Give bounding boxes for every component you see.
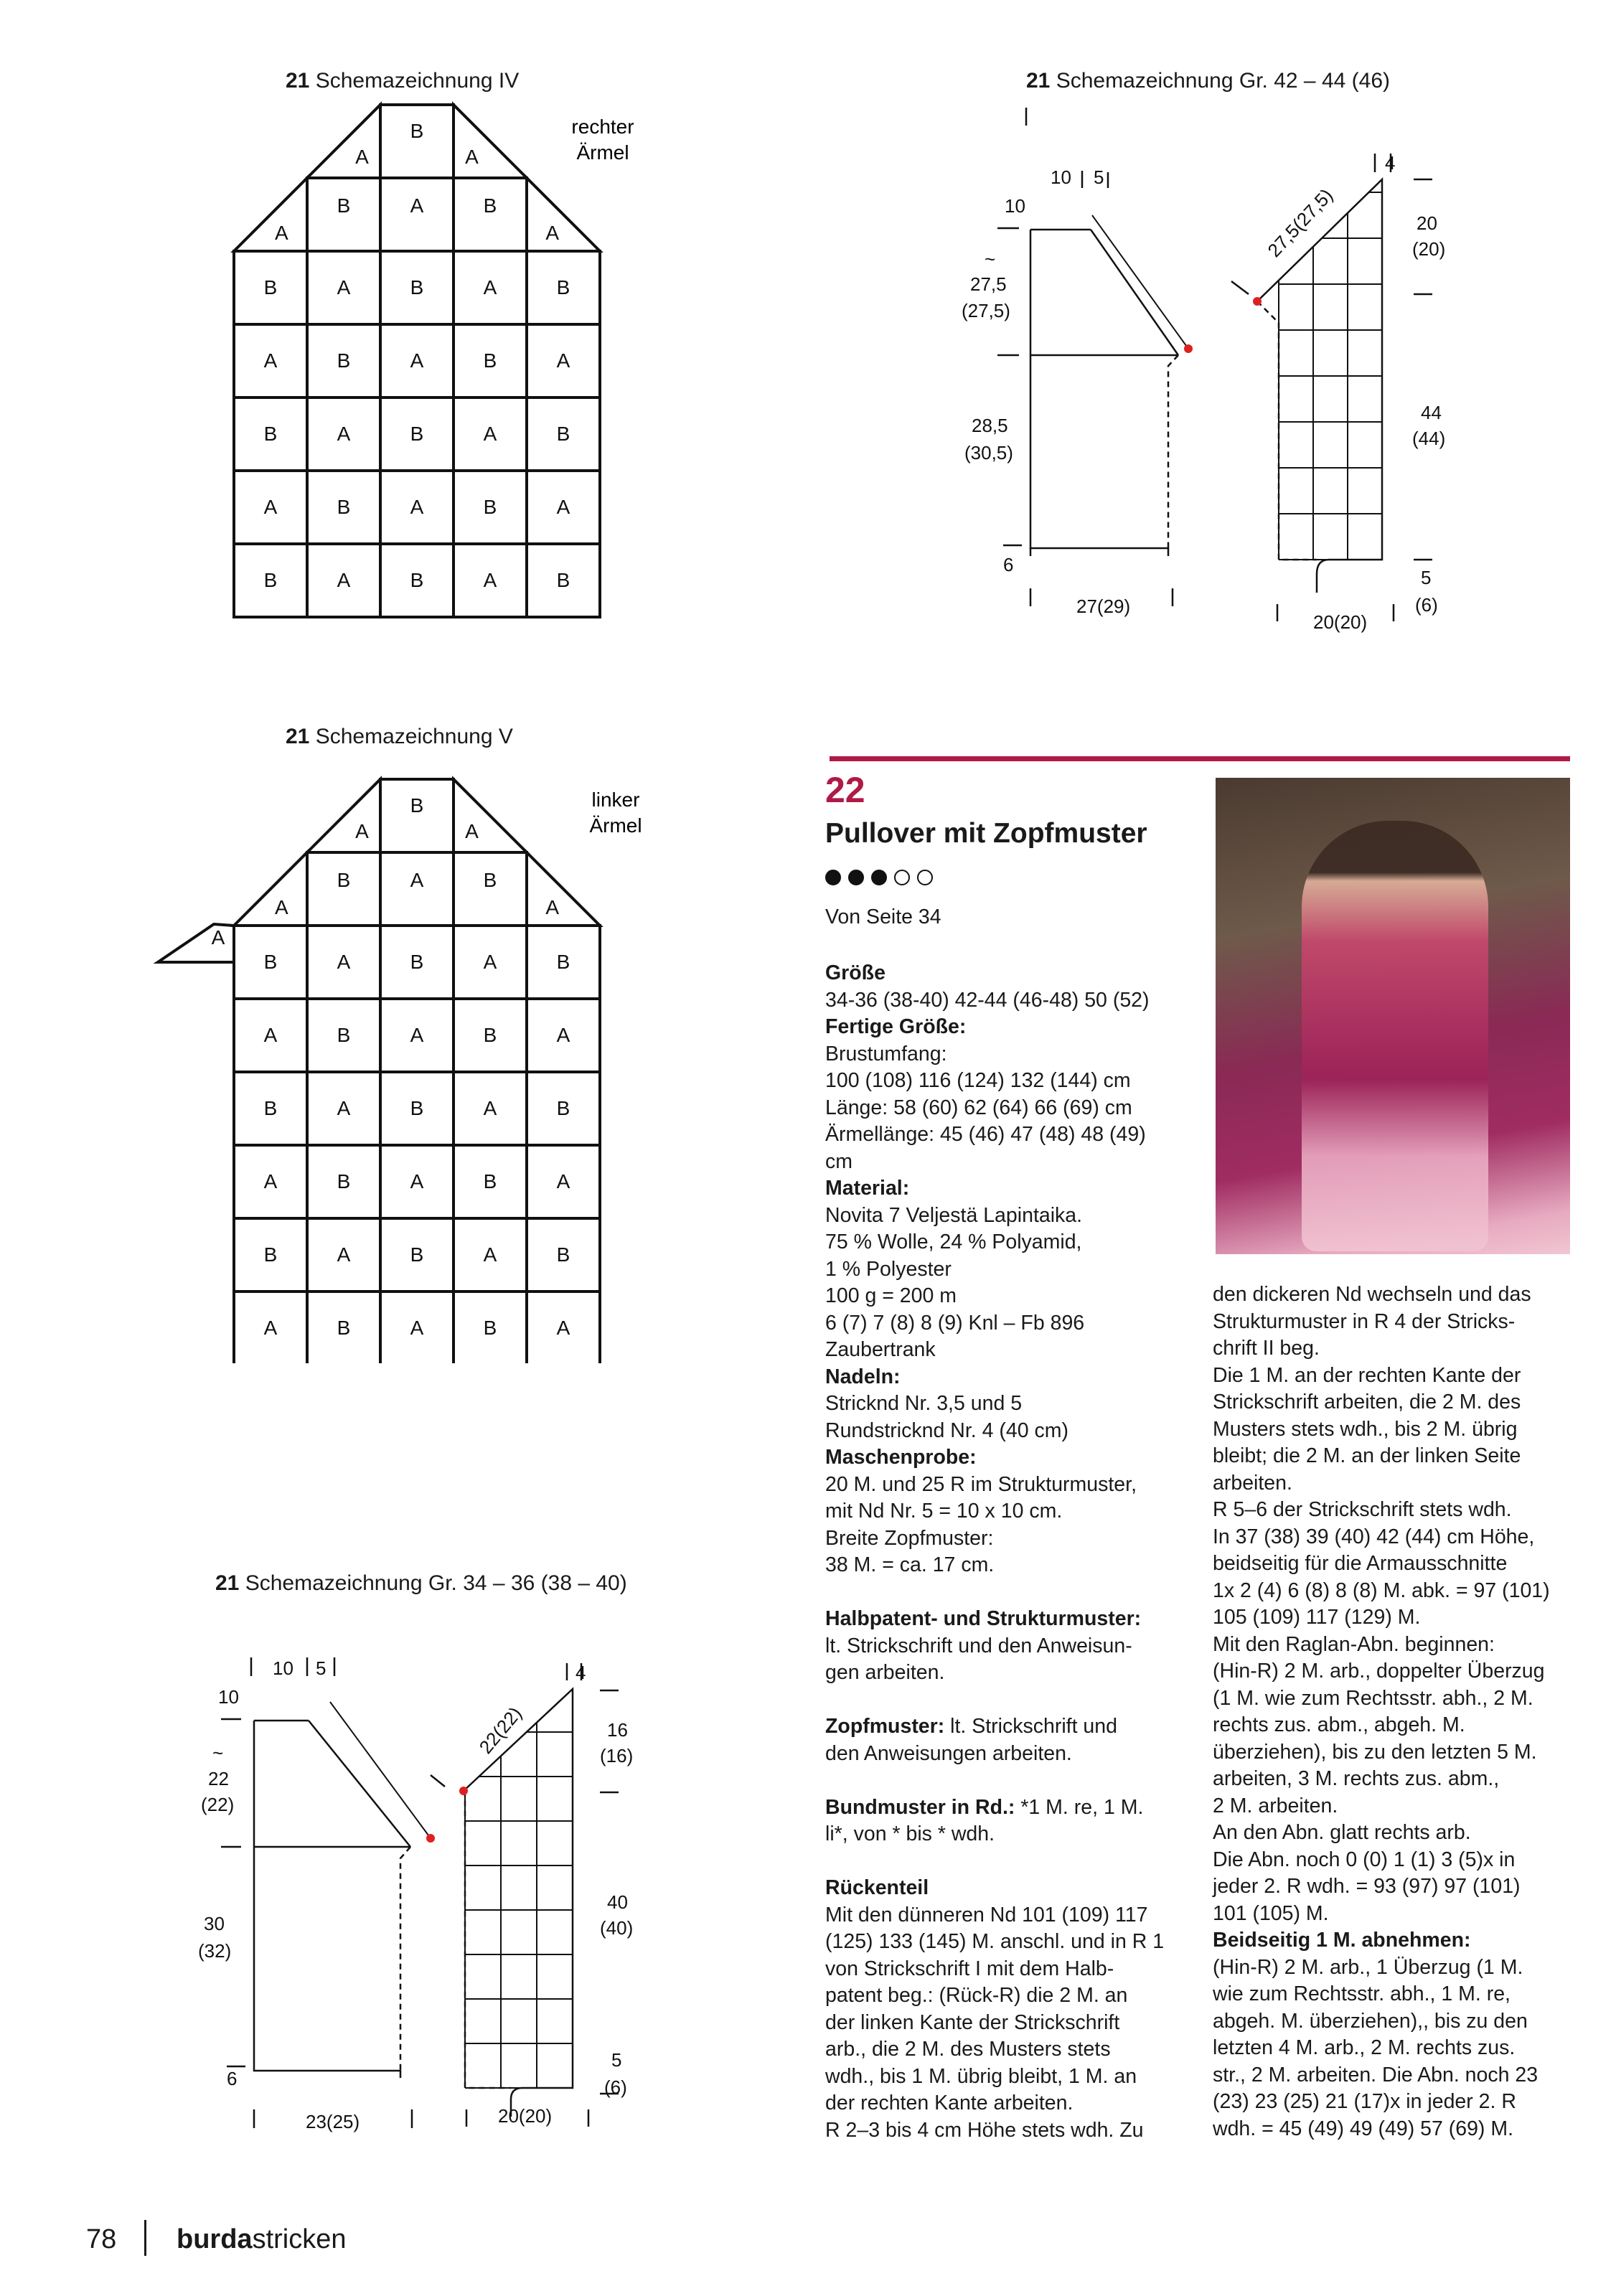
difficulty-dot-empty <box>894 870 910 885</box>
section-heading: Nadeln: <box>825 1365 901 1388</box>
body-line: 38 M. = ca. 17 cm. <box>825 1553 995 1576</box>
body-line: wdh., bis 1 M. übrig bleibt, 1 M. an <box>825 2064 1137 2088</box>
svg-text:~: ~ <box>212 1742 224 1764</box>
seam-marker <box>426 1834 435 1843</box>
svg-text:10: 10 <box>1051 166 1071 188</box>
cell-letter: A <box>337 951 351 973</box>
footer-divider <box>144 2220 146 2256</box>
cell-letter: B <box>556 1243 570 1266</box>
body-line: Novita 7 Veljestä Lapintaika. <box>825 1203 1083 1227</box>
cell-letter: A <box>263 496 278 518</box>
cell-letter: A <box>355 820 369 842</box>
cell-letter: B <box>483 194 497 217</box>
body-line: der linken Kante der Strickschrift <box>825 2010 1120 2034</box>
body-line: 1x 2 (4) 6 (8) 8 (8) M. abk. = 97 (101) <box>1213 1578 1550 1602</box>
cell-letter: B <box>263 423 278 445</box>
cell-letter: A <box>556 1170 570 1192</box>
section-heading: Bundmuster in Rd.: *1 M. re, 1 M. <box>825 1795 1144 1819</box>
body-line: Ärmellänge: 45 (46) 47 (48) 48 (49) <box>825 1123 1146 1146</box>
paragraph-gap <box>825 1848 1164 1876</box>
section-heading: Zopfmuster: lt. Strickschrift und <box>825 1715 1117 1738</box>
cell-letter: A <box>483 951 497 973</box>
svg-text:20: 20 <box>1417 212 1437 234</box>
body-line: bleibt; die 2 M. an der linken Seite <box>1213 1444 1521 1467</box>
svg-text:40: 40 <box>607 1891 628 1913</box>
body-line: 34-36 (38-40) 42-44 (46-48) 50 (52) <box>825 988 1150 1012</box>
body-line: den Anweisungen arbeiten. <box>825 1741 1072 1765</box>
difficulty-dots <box>825 870 940 889</box>
schema-v-caption: 21 Schemazeichnung V <box>286 725 513 748</box>
svg-text:23(25): 23(25) <box>306 2111 360 2132</box>
cell-letter: B <box>410 120 424 142</box>
schema-iv-label-1: rechter <box>571 116 634 138</box>
cell-letter: A <box>410 349 424 372</box>
cell-letter: B <box>556 951 570 973</box>
body-line: Die Abn. noch 0 (0) 1 (1) 3 (5)x in <box>1213 1848 1516 1871</box>
body-line: 20 M. und 25 R im Strukturmuster, <box>825 1472 1137 1496</box>
body-line: chrift II beg. <box>1213 1337 1320 1360</box>
body-line: 100 (108) 116 (124) 132 (144) cm <box>825 1069 1131 1092</box>
body-line: beidseitig für die Armausschnitte <box>1213 1552 1508 1575</box>
body-line: Rundstricknd Nr. 4 (40 cm) <box>825 1418 1068 1442</box>
body-line: Stricknd Nr. 3,5 und 5 <box>825 1392 1023 1415</box>
cell-letter: B <box>263 1243 278 1266</box>
body-line: Die 1 M. an der rechten Kante der <box>1213 1363 1521 1387</box>
svg-text:4: 4 <box>576 1662 586 1683</box>
accent-rule <box>830 756 1570 761</box>
cell-letter: B <box>483 1317 497 1339</box>
difficulty-dot-empty <box>917 870 933 885</box>
cell-letter: B <box>483 1024 497 1046</box>
cell-letter: A <box>263 1317 278 1339</box>
cell-letter: A <box>556 1024 570 1046</box>
cell-letter: B <box>410 951 424 973</box>
diagram-small <box>0 0 718 2152</box>
cell-letter: A <box>263 1170 278 1192</box>
svg-text:44: 44 <box>1421 402 1442 423</box>
body-line: von Strickschrift I mit dem Halb- <box>825 1957 1114 1980</box>
pattern-title: Pullover mit Zopfmuster <box>825 818 1147 849</box>
cell-letter: B <box>263 1097 278 1119</box>
body-line: arb., die 2 M. des Musters stets <box>825 2038 1111 2061</box>
svg-text:(32): (32) <box>198 1940 232 1962</box>
cell-letter: A <box>337 276 351 298</box>
cell-letter: A <box>556 496 570 518</box>
body-line: Brustumfang: <box>825 1042 947 1065</box>
body-line: 1 % Polyester <box>825 1257 952 1281</box>
cell-letter: B <box>483 349 497 372</box>
svg-text:5: 5 <box>316 1657 327 1679</box>
body-line: Strukturmuster in R 4 der Stricks- <box>1213 1309 1516 1333</box>
difficulty-dot-filled <box>848 870 864 885</box>
cell-letter: A <box>465 146 479 168</box>
cell-letter: A <box>337 423 351 445</box>
cell-letter: A <box>483 423 497 445</box>
body-line: überziehen), bis zu den letzten 5 M. <box>1213 1740 1537 1764</box>
page-number: 78 <box>86 2224 117 2254</box>
svg-text:27,5: 27,5 <box>970 273 1007 295</box>
cell-letter: B <box>483 869 497 891</box>
cell-letter: B <box>337 496 351 518</box>
svg-text:6: 6 <box>1003 554 1014 575</box>
cell-letter: B <box>337 869 351 891</box>
cell-letter: A <box>483 1243 497 1266</box>
body-line: Strickschrift arbeiten, die 2 M. des <box>1213 1391 1521 1413</box>
body-line: 100 g = 200 m <box>825 1284 957 1307</box>
body-line: cm <box>825 1149 852 1173</box>
seam-marker <box>1253 297 1262 306</box>
body-line: 6 (7) 7 (8) 8 (9) Knl – Fb 896 <box>825 1311 1085 1335</box>
paragraph-gap <box>825 1687 1164 1714</box>
pattern-number: 22 <box>825 770 865 810</box>
body-line: der rechten Kante arbeiten. <box>825 2092 1074 2114</box>
section-heading: Halbpatent- und Strukturmuster: <box>825 1607 1142 1630</box>
cell-letter: B <box>410 794 424 817</box>
text-column-1 <box>825 960 1164 2144</box>
cell-letter: A <box>545 896 560 918</box>
diagram-large-caption: 21 Schemazeichnung Gr. 42 – 44 (46) <box>1026 69 1390 93</box>
svg-text:10: 10 <box>218 1686 239 1708</box>
body-line: arbeiten, 3 M. rechts zus. abm., <box>1213 1767 1500 1790</box>
svg-text:28,5: 28,5 <box>972 415 1008 436</box>
svg-text:(16): (16) <box>600 1745 634 1766</box>
cell-letter: B <box>556 1097 570 1119</box>
brand-logo: burdastricken <box>177 2224 347 2254</box>
body-line: wdh. = 45 (49) 49 (49) 57 (69) M. <box>1213 2117 1513 2140</box>
paragraph-gap <box>825 1579 1164 1606</box>
svg-text:5: 5 <box>1421 567 1432 588</box>
section-heading: Material: <box>825 1177 910 1200</box>
svg-text:16: 16 <box>607 1719 628 1741</box>
body-line: arbeiten. <box>1213 1471 1292 1495</box>
svg-text:22(22): 22(22) <box>474 1703 526 1758</box>
body-line: den dickeren Nd wechseln und das <box>1213 1283 1531 1306</box>
body-line: R 2–3 bis 4 cm Höhe stets wdh. Zu <box>825 2118 1144 2142</box>
svg-text:5: 5 <box>611 2049 622 2071</box>
cell-letter: A <box>556 1317 570 1339</box>
svg-text:(6): (6) <box>1415 594 1438 616</box>
body-line: Mit den Raglan-Abn. beginnen: <box>1213 1632 1495 1656</box>
body-line: str., 2 M. arbeiten. Die Abn. noch 23 <box>1213 2063 1539 2086</box>
section-heading: Rückenteil <box>825 1876 929 1899</box>
cell-letter: A <box>556 349 570 372</box>
paragraph-gap <box>825 1767 1164 1794</box>
cell-letter: A <box>410 194 424 217</box>
cell-letter: A <box>337 569 351 591</box>
cell-letter: B <box>410 1097 424 1119</box>
svg-text:(22): (22) <box>201 1794 235 1815</box>
body-line: (23) 23 (25) 21 (17)x in jeder 2. R <box>1213 2090 1516 2113</box>
difficulty-dot-filled <box>825 870 841 885</box>
section-heading: Maschenprobe: <box>825 1446 977 1469</box>
section-heading: Größe <box>825 961 885 984</box>
svg-text:22: 22 <box>208 1768 229 1789</box>
svg-text:10: 10 <box>273 1657 293 1679</box>
difficulty-dot-filled <box>871 870 887 885</box>
body-line: 2 M. arbeiten. <box>1213 1794 1338 1817</box>
section-heading: Beidseitig 1 M. abnehmen: <box>1213 1929 1471 1952</box>
cell-letter: B <box>410 1243 424 1266</box>
cell-letter: B <box>337 1024 351 1046</box>
cell-letter: B <box>483 496 497 518</box>
cell-letter: A <box>355 146 369 168</box>
schema-iv-label-2: Ärmel <box>576 141 629 164</box>
schema-iv-caption: 21 Schemazeichnung IV <box>286 69 520 93</box>
cell-letter: A <box>410 1170 424 1192</box>
body-line: Breite Zopfmuster: <box>825 1526 994 1550</box>
cell-letter: A <box>211 926 225 949</box>
svg-text:(40): (40) <box>600 1917 634 1939</box>
schema-v-label-2: Ärmel <box>589 814 642 837</box>
cell-letter: A <box>337 1097 351 1119</box>
cell-letter: B <box>337 194 351 217</box>
body-line: Musters stets wdh., bis 2 M. übrig <box>1213 1417 1518 1441</box>
body-line: Mit den dünneren Nd 101 (109) 117 <box>825 1903 1148 1926</box>
cell-letter: B <box>337 1317 351 1339</box>
cell-letter: B <box>410 276 424 298</box>
cell-letter: B <box>410 569 424 591</box>
cell-letter: B <box>337 1170 351 1192</box>
svg-text:(6): (6) <box>604 2076 627 2098</box>
svg-text:(27,5): (27,5) <box>962 300 1010 321</box>
model-photo <box>1216 778 1570 1254</box>
diagram-small-caption: 21 Schemazeichnung Gr. 34 – 36 (38 – 40) <box>215 1571 627 1595</box>
cell-letter: B <box>263 951 278 973</box>
body-line: Zaubertrank <box>825 1338 936 1361</box>
cell-letter: A <box>483 276 497 298</box>
svg-text:10: 10 <box>1005 195 1025 217</box>
section-heading: Fertige Größe: <box>825 1015 967 1038</box>
cell-letter: A <box>274 896 288 918</box>
text-column-2 <box>1213 1281 1550 2142</box>
body-line: (Hin-R) 2 M. arb., 1 Überzug (1 M. <box>1213 1955 1523 1979</box>
cell-letter: B <box>556 423 570 445</box>
cell-letter: B <box>263 569 278 591</box>
body-line: wie zum Rechtsstr. abh., 1 M. re, <box>1213 1982 1511 2005</box>
svg-text:20(20): 20(20) <box>1313 611 1368 633</box>
body-line: mit Nd Nr. 5 = 10 x 10 cm. <box>825 1500 1063 1523</box>
svg-text:(20): (20) <box>1412 238 1446 260</box>
cell-letter: A <box>483 1097 497 1119</box>
cell-letter: A <box>410 1317 424 1339</box>
body-line: li*, von * bis * wdh. <box>825 1822 995 1845</box>
body-line: (Hin-R) 2 M. arb., doppelter Überzug <box>1213 1660 1545 1683</box>
cell-letter: A <box>410 869 424 891</box>
cell-letter: A <box>483 569 497 591</box>
body-line: In 37 (38) 39 (40) 42 (44) cm Höhe, <box>1213 1525 1535 1548</box>
body-line: R 5–6 der Strickschrift stets wdh. <box>1213 1498 1512 1521</box>
cell-letter: A <box>410 1024 424 1046</box>
cell-letter: A <box>410 496 424 518</box>
body-line: letzten 4 M. arb., 2 M. rechts zus. <box>1213 2036 1516 2059</box>
body-line: (1 M. wie zum Rechtsstr. abh., 2 M. <box>1213 1686 1533 1710</box>
cell-letter: A <box>263 349 278 372</box>
svg-text:27(29): 27(29) <box>1076 596 1131 617</box>
svg-text:5: 5 <box>1094 166 1104 188</box>
svg-text:(44): (44) <box>1412 428 1446 449</box>
from-page: Von Seite 34 <box>825 905 941 928</box>
body-line: rechts zus. abm., abgeh. M. <box>1213 1713 1465 1736</box>
body-line: 101 (105) M. <box>1213 1901 1329 1925</box>
svg-text:20(20): 20(20) <box>498 2105 553 2127</box>
svg-text:~: ~ <box>985 248 996 270</box>
cell-letter: B <box>556 276 570 298</box>
cell-letter: A <box>465 820 479 842</box>
cell-letter: B <box>263 276 278 298</box>
cell-letter: A <box>274 222 288 244</box>
body-line: Länge: 58 (60) 62 (64) 66 (69) cm <box>825 1096 1132 1119</box>
body-line: lt. Strickschrift und den Anweisun- <box>825 1634 1132 1657</box>
cell-letter: B <box>556 569 570 591</box>
cell-letter: A <box>263 1024 278 1046</box>
body-line: 75 % Wolle, 24 % Polyamid, <box>825 1231 1082 1253</box>
seam-marker <box>459 1787 468 1795</box>
svg-text:30: 30 <box>204 1913 225 1934</box>
cell-letter: A <box>545 222 560 244</box>
body-line: (125) 133 (145) M. anschl. und in R 1 <box>825 1930 1165 1953</box>
cell-letter: B <box>337 349 351 372</box>
body-line: jeder 2. R wdh. = 93 (97) 97 (101) <box>1213 1875 1521 1898</box>
body-line: abgeh. M. überziehen),, bis zu den <box>1213 2009 1528 2033</box>
seam-marker <box>1184 344 1193 353</box>
body-line: patent beg.: (Rück-R) die 2 M. an <box>825 1984 1128 2007</box>
svg-text:4: 4 <box>1385 152 1396 174</box>
schema-v-label-1: linker <box>591 789 640 811</box>
cell-letter: B <box>483 1170 497 1192</box>
model-figure <box>1302 821 1488 1251</box>
svg-text:(30,5): (30,5) <box>964 442 1013 464</box>
cell-letter: B <box>410 423 424 445</box>
body-line: gen arbeiten. <box>825 1661 945 1684</box>
body-line: An den Abn. glatt rechts arb. <box>1213 1821 1471 1844</box>
body-line: 105 (109) 117 (129) M. <box>1213 1606 1421 1629</box>
svg-text:27,5(27,5): 27,5(27,5) <box>1263 184 1338 262</box>
cell-letter: A <box>337 1243 351 1266</box>
svg-text:6: 6 <box>227 2068 238 2089</box>
